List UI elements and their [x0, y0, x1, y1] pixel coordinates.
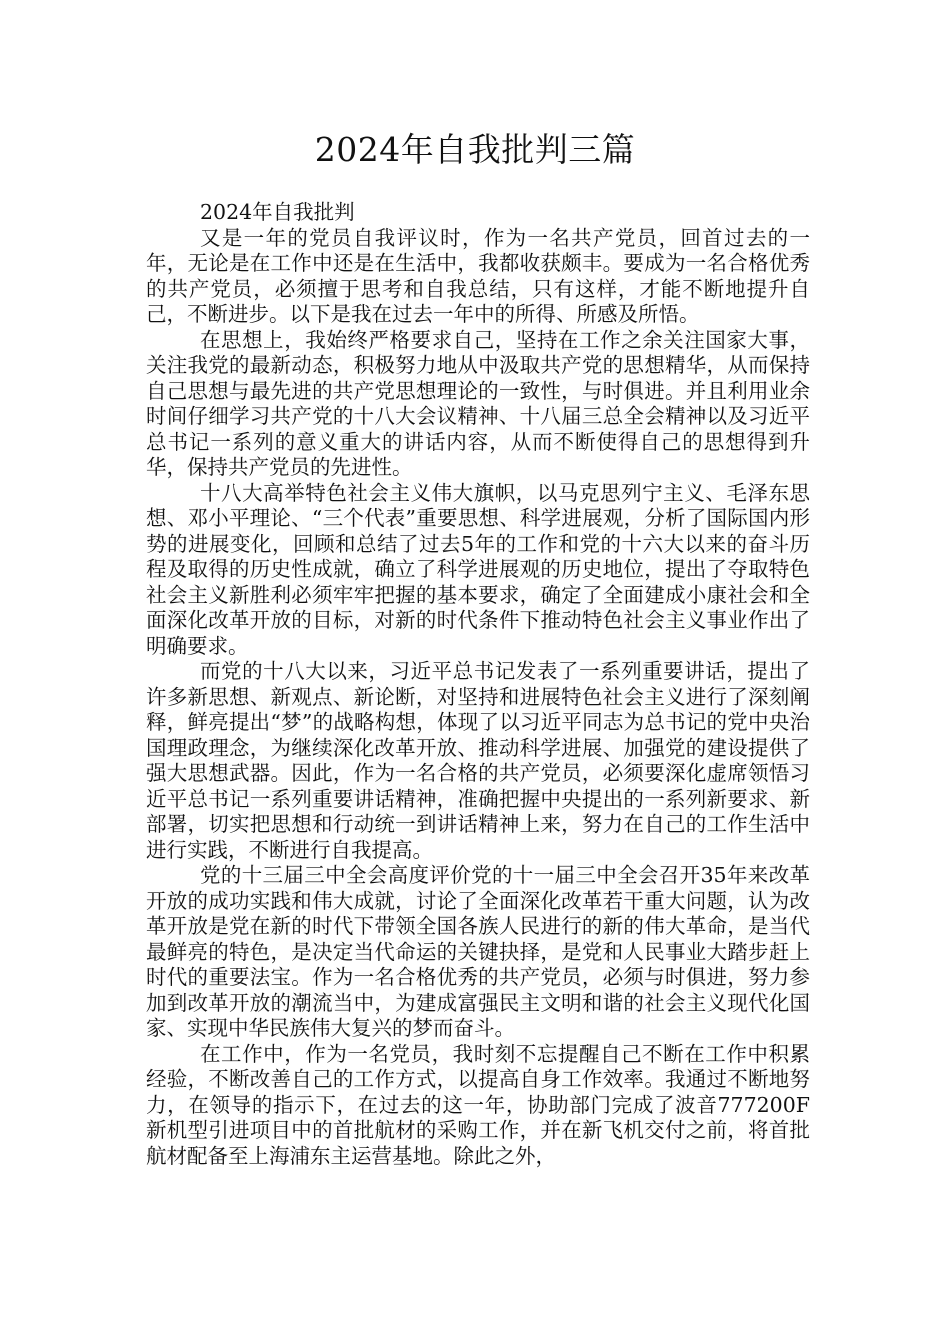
paragraph-thought: 在思想上，我始终严格要求自己，坚持在工作之余关注国家大事，关注我党的最新动态，积极努力地从中汲取共产党的思想精华，从而保持自己思想与最先进的共产党思想理论的一致性，与时俱进。并且利用业余时间仔细学习共产党的十八大会议精神、十八届三总全会精神以及习近平总书记一系列的意义重大的讲话内容，从而不断使得自己的思想得到升华，保持共产党员的先进性。 — [146, 327, 810, 479]
document-body — [146, 200, 810, 1169]
document-title: 2024年自我批判三篇 — [314, 130, 636, 169]
paragraph-speeches: 而党的十八大以来，习近平总书记发表了一系列重要讲话，提出了许多新思想、新观点、新论断，对坚持和进展特色社会主义进行了深刻阐释，鲜亮提出“梦”的战略构想，体现了以习近平同志为总书记的党中央治国理政理念，为继续深化改革开放、推动科学进展、加强党的建设提供了强大思想武器。因此，作为一名合格的共产党员，必须要深化虚席领悟习近平总书记一系列重要讲话精神，准确把握中央提出的一系列新要求、新部署，切实把思想和行动统一到讲话精神上来，努力在自己的工作生活中进行实践，不断进行自我提高。 — [146, 659, 810, 862]
section-subheading: 2024年自我批判 — [200, 200, 355, 224]
paragraph-reform: 党的十三届三中全会高度评价党的十一届三中全会召开35年来改革开放的成功实践和伟大成就，讨论了全面深化改革若干重大问题，认为改革开放是党在新的时代下带领全国各族人民进行的新的伟大革命，是当代最鲜亮的特色，是决定当代命运的关键抉择，是党和人民事业大踏步赶上时代的重要法宝。作为一名合格优秀的共产党员，必须与时俱进，努力参加到改革开放的潮流当中，为建成富强民主文明和谐的社会主义现代化国家、实现中华民族伟大复兴的梦而奋斗。 — [146, 863, 810, 1040]
paragraph-work: 在工作中，作为一名党员，我时刻不忘提醒自己不断在工作中积累经验，不断改善自己的工作方式，以提高自身工作效率。我通过不断地努力，在领导的指示下，在过去的这一年，协助部门完成了波音777200F新机型引进项目中的首批航材的采购工作，并在新飞机交付之前，将首批航材配备至上海浦东主运营基地。除此之外， — [146, 1041, 810, 1168]
paragraph-intro: 又是一年的党员自我评议时，作为一名共产党员，回首过去的一年，无论是在工作中还是在生活中，我都收获颇丰。要成为一名合格优秀的共产党员，必须擅于思考和自我总结，只有这样，才能不断地提升自己，不断进步。以下是我在过去一年中的所得、所感及所悟。 — [146, 225, 810, 326]
paragraph-eighteenth-congress: 十八大高举特色社会主义伟大旗帜，以马克思列宁主义、毛泽东思想、邓小平理论、“三个代表”重要思想、科学进展观，分析了国际国内形势的进展变化，回顾和总结了过去5年的工作和党的十六大以来的奋斗历程及取得的历史性成就，确立了科学进展观的历史地位，提出了夺取特色社会主义新胜利必须牢牢把握的基本要求，确定了全面建成小康社会和全面深化改革开放的目标，对新的时代条件下推动特色社会主义事业作出了明确要求。 — [146, 480, 810, 658]
